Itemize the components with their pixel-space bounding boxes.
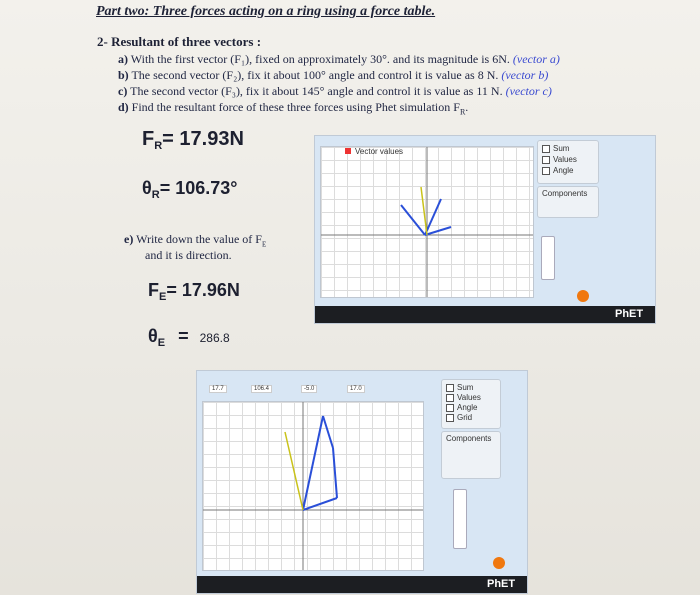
vector-c — [333, 448, 337, 498]
vector-grid[interactable] — [320, 146, 534, 298]
vector-grid[interactable] — [202, 401, 424, 571]
item-subscript: R — [459, 107, 466, 117]
question-e-line2: and it is direction. — [145, 248, 232, 262]
checkbox[interactable] — [542, 156, 550, 164]
magnitude-readout: 17.7 — [209, 385, 227, 393]
item-label: a) — [118, 52, 128, 66]
reset-button[interactable] — [493, 557, 505, 569]
item-tag: (vector c) — [505, 84, 552, 98]
checkbox[interactable] — [542, 145, 550, 153]
vector-drawing — [203, 402, 423, 570]
vector-bin[interactable] — [541, 236, 555, 280]
item-end: . — [465, 100, 469, 114]
item-tag: (vector b) — [501, 68, 549, 82]
checkbox[interactable] — [542, 167, 550, 175]
values-label: Values — [457, 393, 481, 402]
components-label: Components — [542, 189, 588, 198]
item-b — [118, 68, 548, 83]
vector-d — [303, 498, 337, 510]
checkbox[interactable] — [446, 394, 454, 402]
angle-readout: 106.4 — [251, 385, 272, 393]
resultant-vector — [285, 432, 303, 510]
angle-label: Angle — [457, 403, 478, 412]
item-text: The second vector (F₂), fix it about 100° angle and control it is value as 8 N. — [131, 68, 499, 82]
vector-b — [323, 416, 333, 448]
item-c — [118, 84, 552, 99]
checkbox[interactable] — [446, 384, 454, 392]
reset-button[interactable] — [577, 290, 589, 302]
phet-logo: PhET — [615, 308, 644, 320]
sum-label: Sum — [457, 383, 474, 392]
grid-label: Grid — [457, 413, 473, 422]
navigation-bar — [197, 576, 527, 593]
phet-simulation-top[interactable] — [314, 135, 656, 324]
x-component-readout: -5.0 — [301, 385, 317, 393]
section-title: 2- Resultant of three vectors : — [97, 34, 262, 49]
equilibrant-magnitude: $F_E= 17.96N$ — [148, 280, 240, 303]
checkbox[interactable] — [446, 404, 454, 412]
y-component-readout: 17.0 — [347, 385, 365, 393]
angle-label: Angle — [553, 166, 574, 175]
item-d — [118, 100, 468, 116]
item-label: d) — [118, 100, 129, 114]
values-label: Values — [553, 155, 577, 164]
vector-drawing — [321, 147, 533, 297]
item-a — [118, 52, 560, 67]
vector-values-toggle[interactable]: Vector values — [355, 147, 404, 156]
item-text: The second vector (F₃), fix it about 145° angle and control it is value as 11 N. — [130, 84, 503, 98]
item-label: c) — [118, 84, 128, 98]
components-label: Components — [446, 434, 492, 443]
item-tag: (vector a) — [512, 52, 560, 66]
resultant-angle: $\theta_R= 106.73^\circ$ — [142, 178, 238, 201]
phet-simulation-bottom[interactable] — [196, 370, 528, 594]
toggle-icon[interactable] — [345, 148, 351, 154]
components-panel — [441, 431, 501, 479]
item-text: With the first vector (F₁), fixed on approximately 30°. and its magnitude is 6N. — [130, 52, 510, 66]
phet-logo: PhET — [487, 578, 516, 590]
resultant-magnitude: $F_R= 17.93N$ — [142, 128, 244, 152]
display-options-panel — [441, 379, 501, 429]
checkbox[interactable] — [446, 414, 454, 422]
item-text: Find the resultant force of these three forces using Phet simulation F — [131, 100, 460, 114]
resultant-vector — [421, 187, 427, 235]
navigation-bar — [315, 306, 655, 323]
components-panel — [537, 186, 599, 218]
display-options-panel — [537, 140, 599, 184]
vector-a — [401, 205, 425, 235]
part-heading: Part two: Three forces acting on a ring using a force table. — [96, 4, 436, 19]
vector-bin[interactable] — [453, 489, 467, 549]
equilibrant-angle: $\theta_E = 286.8$ — [148, 326, 230, 349]
item-label: b) — [118, 68, 129, 82]
sum-label: Sum — [553, 144, 570, 153]
question-e: e) Write down the value of $F_E$ — [124, 232, 267, 249]
vector-a — [303, 416, 323, 510]
